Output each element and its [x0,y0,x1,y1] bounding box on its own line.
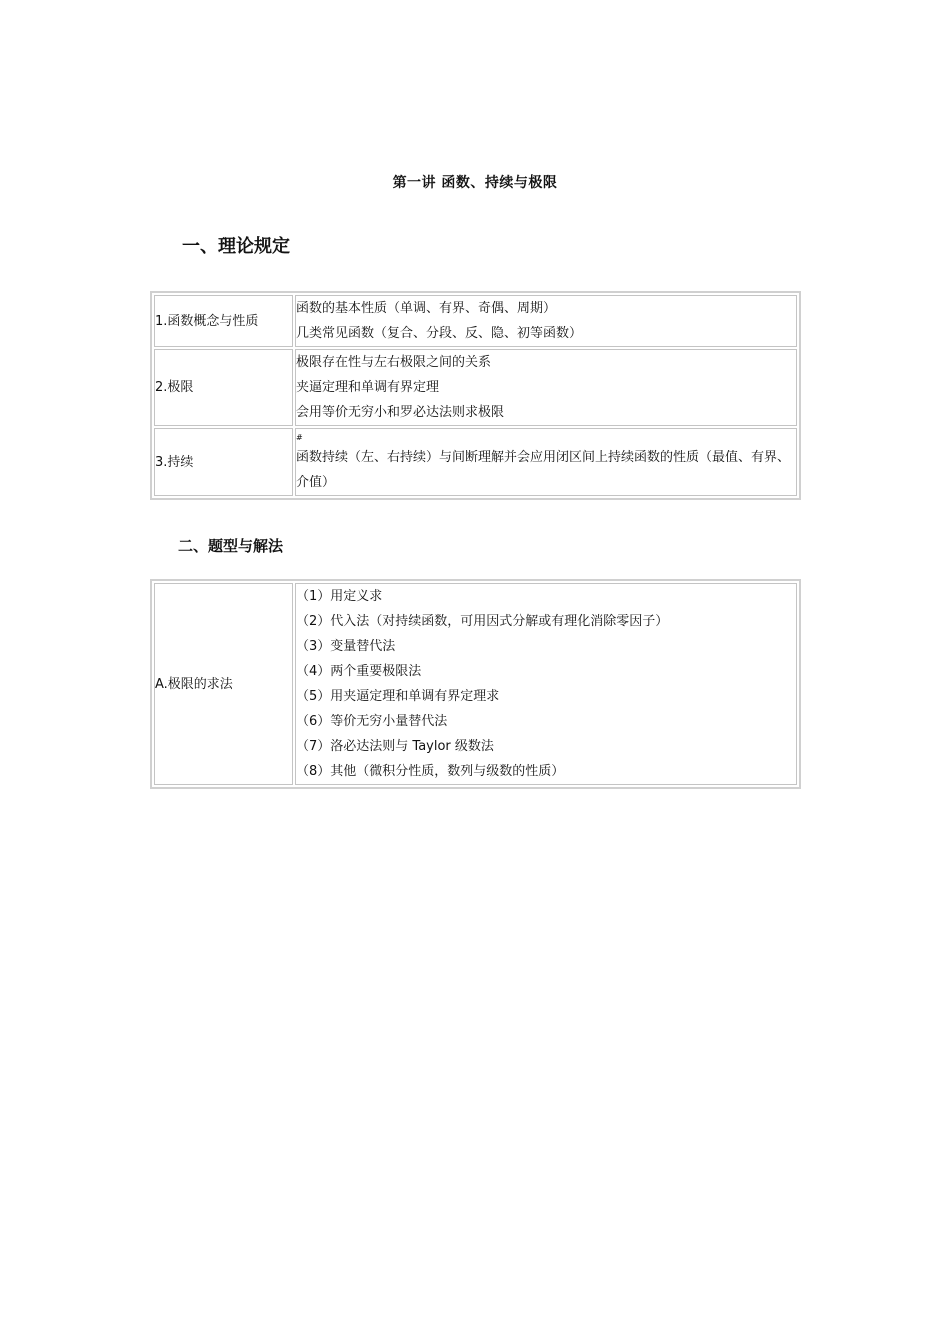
list-item: （7）洛必达法则与 Taylor 级数法 [296,739,494,754]
list-item: （6）等价无穷小量替代法 [296,714,448,729]
content-line: 几类常见函数（复合、分段、反、隐、初等函数） [296,326,583,341]
row-label: A.极限的求法 [154,583,293,785]
section-heading-theory: 一、理论规定 [182,236,290,257]
content-line: 函数持续（左、右持续）与间断理解并会应用闭区间上持续函数的性质（最值、有界、介值） [296,450,791,490]
content-line: 函数的基本性质（单调、有界、奇偶、周期） [296,301,557,316]
list-item: （5）用夹逼定理和单调有界定理求 [296,689,500,704]
content-line: 极限存在性与左右极限之间的关系 [296,355,492,370]
content-line: 会用等价无穷小和罗必达法则求极限 [296,405,505,420]
table-row [154,428,797,496]
table-row [154,349,797,426]
row-content [295,349,797,426]
section-heading-methods: 二、题型与解法 [178,537,284,555]
table-row [154,295,797,347]
content-line: 夹逼定理和单调有界定理 [296,380,440,395]
list-item: （3）变量替代法 [296,639,396,654]
table-row [154,583,797,785]
row-label: 2.极限 [154,349,293,426]
list-item: （1）用定义求 [296,589,383,604]
hash-mark: # [296,433,303,442]
list-item: （8）其他（微积分性质，数列与级数的性质） [296,764,565,779]
list-item: （2）代入法（对持续函数，可用因式分解或有理化消除零因子） [296,614,669,629]
list-item: （4）两个重要极限法 [296,664,422,679]
method-list [295,583,797,785]
document-title: 第一讲 函数、持续与极限 [392,175,558,191]
row-content [295,295,797,347]
row-label: 1.函数概念与性质 [154,295,293,347]
row-content [295,428,797,496]
row-label: 3.持续 [154,428,293,496]
theory-table [150,291,801,500]
methods-table [150,579,801,789]
